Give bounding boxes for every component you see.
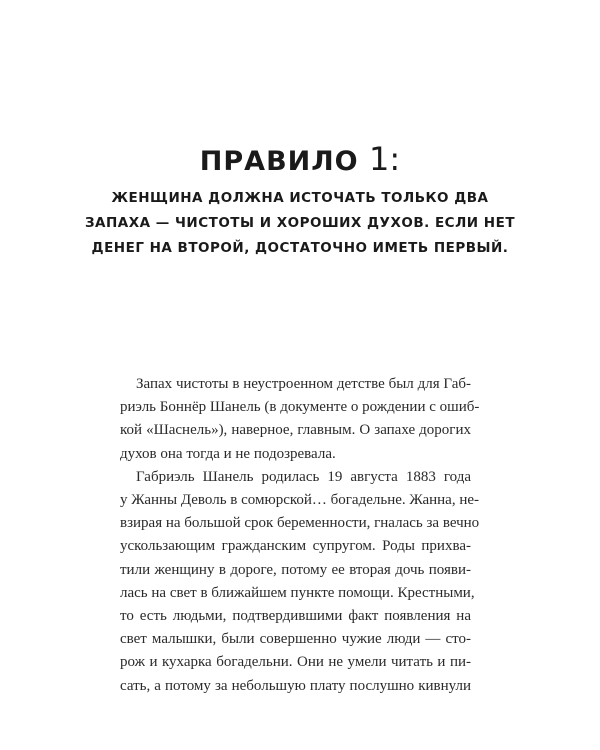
paragraph-2-line: тили женщину в дороге, потому ее вторая дочь появи-	[120, 561, 471, 578]
paragraph-2-line: у Жанны Деволь в сомюрской… богадельне. Жанна, не-	[120, 492, 480, 509]
body-text	[120, 373, 480, 698]
paragraph-1-line: риэль Боннёр Шанель (в документе о рождении с ошиб-	[120, 399, 480, 416]
epigraph-line: ЖЕНЩИНА ДОЛЖНА ИСТОЧАТЬ ТОЛЬКО ДВА	[111, 190, 489, 206]
paragraph-2-line: рож и кухарка богадельни. Они не умели читать и пи-	[120, 654, 471, 671]
paragraph-2-line: лась на свет в ближайшем пункте помощи. Крестными,	[120, 584, 475, 601]
paragraph-1-line: духов она тогда и не подозревала.	[120, 445, 336, 462]
paragraph-2-line: то есть людьми, подтвердившими факт появления на	[120, 608, 471, 625]
chapter-title	[0, 140, 600, 178]
paragraph-1-line: кой «Шаснель»), наверное, главным. О запахе дорогих	[120, 422, 471, 439]
paragraph-2-line: свет малышки, были совершенно чужие люди — сто-	[120, 631, 471, 648]
paragraph-2-line: сать, а потому за небольшую плату послушно кивнули	[120, 677, 471, 694]
chapter-title-prefix: ПРАВИЛО	[199, 146, 370, 177]
epigraph	[0, 186, 600, 261]
epigraph-line: ЗАПАХА — ЧИСТОТЫ И ХОРОШИХ ДУХОВ. ЕСЛИ НЕТ	[84, 215, 516, 231]
paragraph-2-line: взирая на большой срок беременности, гналась за вечно	[120, 515, 480, 532]
chapter-title-number: 1:	[369, 140, 401, 178]
epigraph-line: ДЕНЕГ НА ВТОРОЙ, ДОСТАТОЧНО ИМЕТЬ ПЕРВЫЙ.	[91, 240, 509, 256]
paragraph-1-line: Запах чистоты в неустроенном детстве был для Габ-	[136, 376, 471, 392]
paragraph-2-line: Габриэль Шанель родилась 19 августа 1883 года	[136, 468, 471, 485]
paragraph-2-line: ускользающим гражданским супругом. Роды прихва-	[120, 538, 471, 555]
